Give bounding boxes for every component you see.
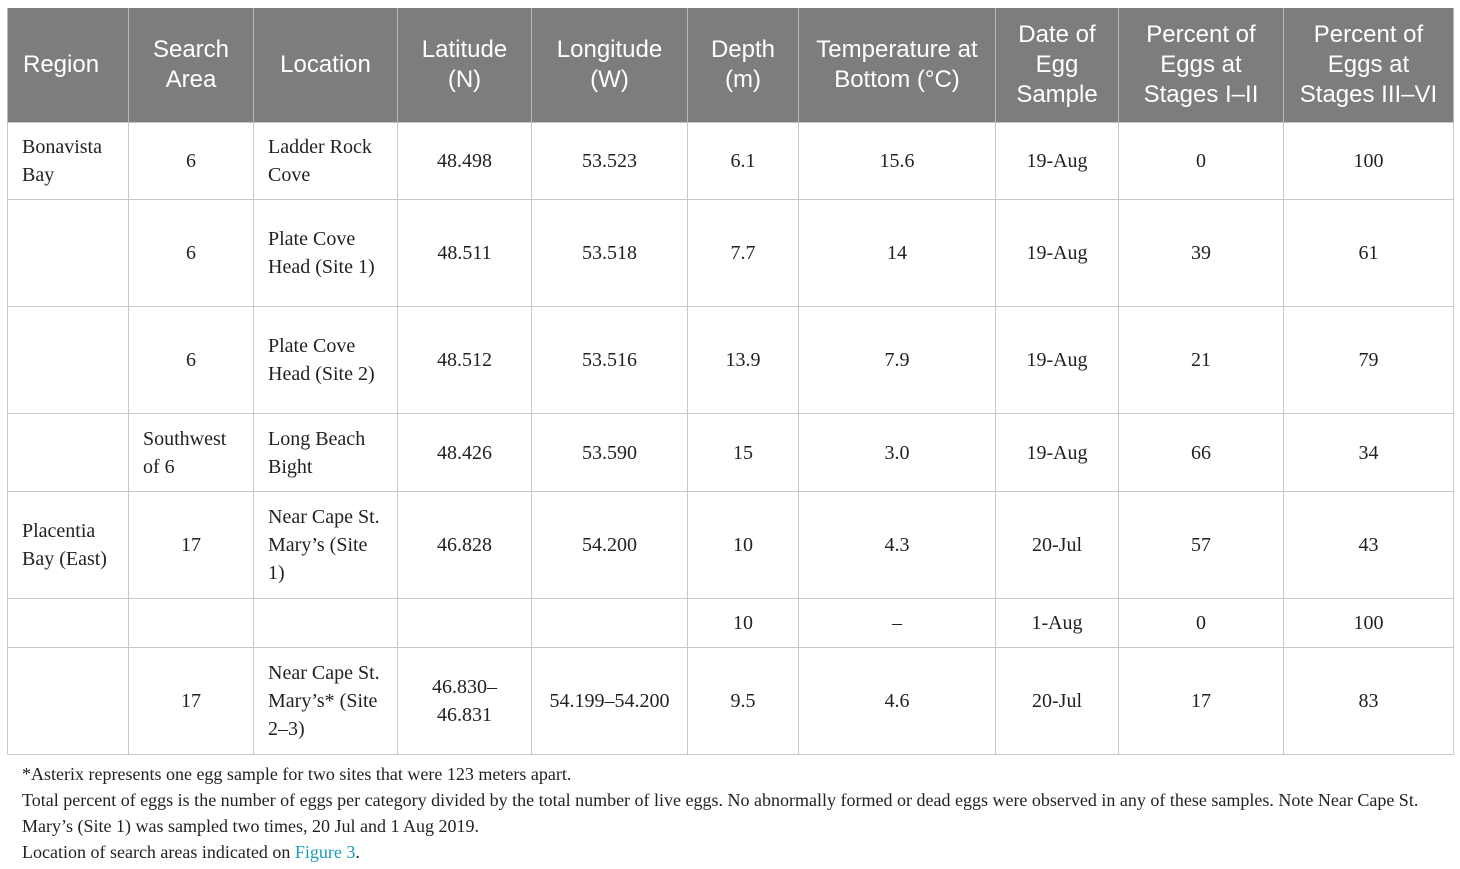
header-temperature: Temperature at Bottom (°C) (799, 8, 996, 123)
cell-temperature: – (799, 599, 996, 648)
cell-pct-iii-vi: 100 (1284, 599, 1454, 648)
header-latitude: Latitude (N) (398, 8, 532, 123)
cell-longitude: 53.516 (532, 307, 688, 414)
table-footnotes (22, 761, 1447, 865)
cell-longitude: 54.200 (532, 492, 688, 599)
cell-pct-i-ii: 0 (1119, 123, 1284, 200)
table-row (8, 492, 1454, 599)
header-location: Location (254, 8, 398, 123)
cell-date: 19-Aug (996, 307, 1119, 414)
table-row (8, 200, 1454, 307)
cell-depth: 15 (688, 414, 799, 492)
cell-depth: 13.9 (688, 307, 799, 414)
cell-region (8, 648, 129, 755)
cell-temperature: 4.3 (799, 492, 996, 599)
header-row (8, 8, 1454, 123)
cell-search-area (129, 599, 254, 648)
cell-pct-i-ii: 66 (1119, 414, 1284, 492)
cell-region (8, 200, 129, 307)
cell-temperature: 14 (799, 200, 996, 307)
cell-pct-i-ii: 21 (1119, 307, 1284, 414)
cell-location (254, 599, 398, 648)
cell-search-area: 17 (129, 648, 254, 755)
cell-search-area: 17 (129, 492, 254, 599)
data-table-container (7, 8, 1453, 755)
cell-date: 20-Jul (996, 648, 1119, 755)
cell-location: Plate Cove Head (Site 2) (254, 307, 398, 414)
cell-depth: 10 (688, 492, 799, 599)
cell-temperature: 7.9 (799, 307, 996, 414)
cell-latitude: 46.830–46.831 (398, 648, 532, 755)
cell-depth: 10 (688, 599, 799, 648)
cell-search-area: 6 (129, 307, 254, 414)
table-row (8, 599, 1454, 648)
cell-region: Placentia Bay (East) (8, 492, 129, 599)
cell-temperature: 3.0 (799, 414, 996, 492)
cell-longitude: 53.590 (532, 414, 688, 492)
header-date: Date of Egg Sample (996, 8, 1119, 123)
footnote-location (22, 839, 1447, 865)
header-depth: Depth (m) (688, 8, 799, 123)
cell-search-area: 6 (129, 200, 254, 307)
cell-pct-iii-vi: 83 (1284, 648, 1454, 755)
cell-latitude: 48.511 (398, 200, 532, 307)
header-pct-stages-iii-vi: Percent of Eggs at Stages III–VI (1284, 8, 1454, 123)
cell-temperature: 4.6 (799, 648, 996, 755)
cell-pct-iii-vi: 34 (1284, 414, 1454, 492)
cell-temperature: 15.6 (799, 123, 996, 200)
cell-pct-iii-vi: 79 (1284, 307, 1454, 414)
footnote-total-percent: Total percent of eggs is the number of eggs per category divided by the total number of live eggs. No abnormally formed or dead eggs were observed in any of these samples. Note Near Cape St. Mary’s (Site 1) was sampled two times, 20 Jul and 1 Aug 2019. (22, 790, 1419, 836)
cell-longitude: 53.523 (532, 123, 688, 200)
cell-latitude: 46.828 (398, 492, 532, 599)
header-longitude: Longitude (W) (532, 8, 688, 123)
cell-latitude (398, 599, 532, 648)
cell-date: 19-Aug (996, 414, 1119, 492)
table-row (8, 307, 1454, 414)
cell-date: 19-Aug (996, 123, 1119, 200)
cell-location: Long Beach Bight (254, 414, 398, 492)
table-row (8, 414, 1454, 492)
cell-date: 19-Aug (996, 200, 1119, 307)
cell-pct-i-ii: 39 (1119, 200, 1284, 307)
cell-longitude: 53.518 (532, 200, 688, 307)
cell-longitude (532, 599, 688, 648)
cell-location: Near Cape St. Mary’s (Site 1) (254, 492, 398, 599)
footnote-location-prefix: Location of search areas indicated on (22, 842, 295, 862)
cell-latitude: 48.498 (398, 123, 532, 200)
figure-3-link[interactable]: Figure 3 (294, 842, 356, 862)
cell-latitude: 48.512 (398, 307, 532, 414)
cell-pct-iii-vi: 43 (1284, 492, 1454, 599)
cell-location: Plate Cove Head (Site 1) (254, 200, 398, 307)
cell-region (8, 307, 129, 414)
egg-sample-table (7, 8, 1454, 755)
footnote-asterisk: *Asterix represents one egg sample for two sites that were 123 meters apart. (22, 764, 572, 784)
cell-search-area: 6 (129, 123, 254, 200)
header-region: Region (8, 8, 129, 123)
table-row (8, 123, 1454, 200)
cell-pct-i-ii: 0 (1119, 599, 1284, 648)
cell-pct-iii-vi: 100 (1284, 123, 1454, 200)
cell-region: Bonavista Bay (8, 123, 129, 200)
footnote-location-suffix: . (355, 842, 360, 862)
cell-pct-iii-vi: 61 (1284, 200, 1454, 307)
cell-longitude: 54.199–54.200 (532, 648, 688, 755)
header-pct-stages-i-ii: Percent of Eggs at Stages I–II (1119, 8, 1284, 123)
cell-pct-i-ii: 57 (1119, 492, 1284, 599)
cell-region (8, 414, 129, 492)
header-search-area: Search Area (129, 8, 254, 123)
cell-location: Ladder Rock Cove (254, 123, 398, 200)
cell-pct-i-ii: 17 (1119, 648, 1284, 755)
cell-depth: 9.5 (688, 648, 799, 755)
cell-depth: 6.1 (688, 123, 799, 200)
cell-latitude: 48.426 (398, 414, 532, 492)
cell-depth: 7.7 (688, 200, 799, 307)
table-row (8, 648, 1454, 755)
cell-date: 20-Jul (996, 492, 1119, 599)
cell-location: Near Cape St. Mary’s* (Site 2–3) (254, 648, 398, 755)
cell-search-area: Southwest of 6 (129, 414, 254, 492)
cell-region (8, 599, 129, 648)
cell-date: 1-Aug (996, 599, 1119, 648)
